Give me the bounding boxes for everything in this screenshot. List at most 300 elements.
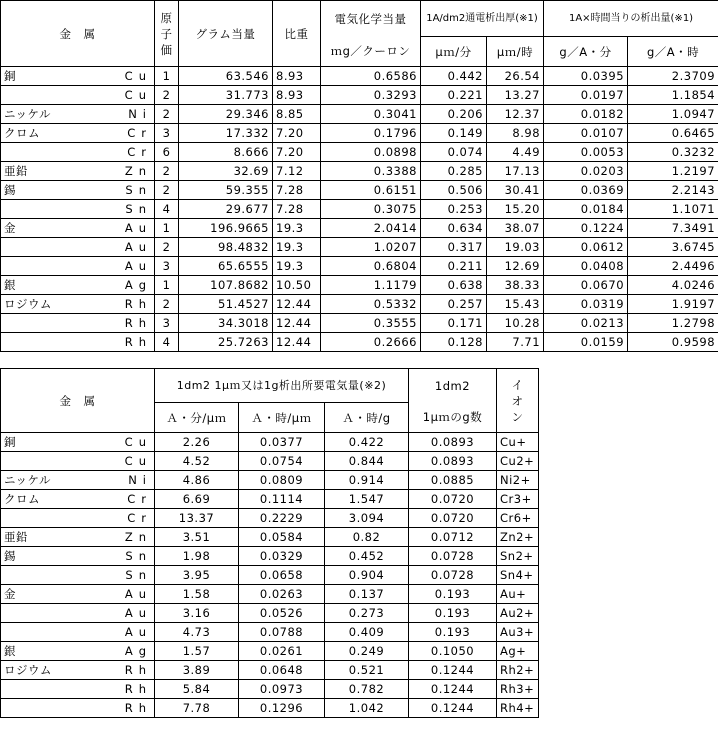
valence: 4 <box>155 333 179 352</box>
metal-name <box>1 143 83 162</box>
element-symbol: Ag <box>83 642 155 661</box>
a-hr-per-g-header: Ａ・時/g <box>325 403 409 433</box>
gram-equivalent: 29.677 <box>179 200 273 219</box>
a-hr-per-g: 0.249 <box>325 642 409 661</box>
deposit-g-per-a-min: 0.0159 <box>544 333 628 352</box>
element-symbol: Au <box>83 219 155 238</box>
grams-per-um: 0.193 <box>409 604 497 623</box>
gram-equivalent: 51.4527 <box>179 295 273 314</box>
required-electricity-group-header: 1dm2 1μｍ又は1g析出所要電気量(※2) <box>155 369 409 403</box>
a-hr-per-um: 0.1114 <box>239 490 325 509</box>
grams-per-um: 0.1244 <box>409 680 497 699</box>
specific-gravity-header: 比重 <box>273 1 321 67</box>
metal-header: 金 属 <box>1 1 155 67</box>
table-row <box>1 528 539 547</box>
element-symbol: Ni <box>83 471 155 490</box>
specific-gravity: 7.28 <box>273 200 321 219</box>
specific-gravity: 12.44 <box>273 295 321 314</box>
thickness-um-per-hr: 19.03 <box>487 238 544 257</box>
electrochemical-equivalent: 0.1796 <box>321 124 421 143</box>
table-row <box>1 219 718 238</box>
a-hr-per-g: 0.914 <box>325 471 409 490</box>
a-min-per-um-header: Ａ・分/μｍ <box>155 403 239 433</box>
specific-gravity: 7.20 <box>273 124 321 143</box>
deposit-g-per-a-hr: 1.1854 <box>628 86 718 105</box>
metal-name <box>1 238 83 257</box>
metal-name <box>1 257 83 276</box>
deposit-g-per-a-hr: 1.0947 <box>628 105 718 124</box>
metal-name: 金 <box>1 219 83 238</box>
thickness-um-per-hr: 13.27 <box>487 86 544 105</box>
thickness-um-per-hr: 30.41 <box>487 181 544 200</box>
thickness-um-per-min: 0.128 <box>421 333 487 352</box>
metal-name <box>1 314 83 333</box>
electrochemical-equivalent: 1.0207 <box>321 238 421 257</box>
electrochemical-equivalent-header: 電気化学当量 <box>321 1 421 37</box>
deposit-g-per-a-hr: 0.9598 <box>628 333 718 352</box>
a-hr-per-um: 0.2229 <box>239 509 325 528</box>
element-symbol: Ag <box>83 276 155 295</box>
valence: 2 <box>155 105 179 124</box>
deposit-g-per-a-min: 0.0319 <box>544 295 628 314</box>
ion-species: Cu+ <box>497 433 539 452</box>
dm2-header-top: 1dm2 <box>409 369 497 403</box>
a-hr-per-g: 3.094 <box>325 509 409 528</box>
a-hr-per-um: 0.1296 <box>239 699 325 718</box>
specific-gravity: 8.93 <box>273 86 321 105</box>
a-hr-per-g: 0.452 <box>325 547 409 566</box>
table-row <box>1 585 539 604</box>
table-row <box>1 86 718 105</box>
gram-equivalent: 25.7263 <box>179 333 273 352</box>
ion-species: Ni2+ <box>497 471 539 490</box>
electrochemical-equivalent: 2.0414 <box>321 219 421 238</box>
a-hr-per-g: 0.422 <box>325 433 409 452</box>
table-row <box>1 566 539 585</box>
thickness-um-per-hr: 38.07 <box>487 219 544 238</box>
specific-gravity: 12.44 <box>273 333 321 352</box>
thickness-um-per-min: 0.171 <box>421 314 487 333</box>
deposit-g-per-a-min: 0.0408 <box>544 257 628 276</box>
table-row <box>1 295 718 314</box>
element-symbol: Rh <box>83 699 155 718</box>
deposit-g-per-a-min: 0.0182 <box>544 105 628 124</box>
specific-gravity: 10.50 <box>273 276 321 295</box>
gram-equivalent: 107.8682 <box>179 276 273 295</box>
thickness-um-per-min: 0.206 <box>421 105 487 124</box>
element-symbol: Au <box>83 257 155 276</box>
deposit-g-per-a-hr: 2.4496 <box>628 257 718 276</box>
thickness-um-per-min: 0.257 <box>421 295 487 314</box>
element-symbol: Cu <box>83 452 155 471</box>
element-symbol: Rh <box>83 680 155 699</box>
a-hr-per-um: 0.0809 <box>239 471 325 490</box>
deposit-g-per-a-hr: 0.6465 <box>628 124 718 143</box>
table-row <box>1 490 539 509</box>
valence: 4 <box>155 200 179 219</box>
table-row <box>1 547 539 566</box>
grams-per-um: 0.0720 <box>409 490 497 509</box>
table-row <box>1 433 539 452</box>
a-hr-per-g: 0.137 <box>325 585 409 604</box>
deposit-g-per-a-min: 0.0369 <box>544 181 628 200</box>
ion-species: Cu2+ <box>497 452 539 471</box>
a-hr-per-g: 0.409 <box>325 623 409 642</box>
ion-species: Rh2+ <box>497 661 539 680</box>
electrochemical-unit-header: ｍg／クーロン <box>321 37 421 67</box>
deposit-g-per-a-hr: 3.6745 <box>628 238 718 257</box>
thickness-um-per-hr: 4.49 <box>487 143 544 162</box>
grams-per-um: 0.0720 <box>409 509 497 528</box>
a-hr-per-g: 0.844 <box>325 452 409 471</box>
a-hr-per-g: 0.82 <box>325 528 409 547</box>
thickness-um-per-hr: 15.43 <box>487 295 544 314</box>
grams-per-um: 0.1244 <box>409 699 497 718</box>
electrochemical-equivalent: 0.3555 <box>321 314 421 333</box>
gram-equivalent: 34.3018 <box>179 314 273 333</box>
deposit-g-per-a-min: 0.0213 <box>544 314 628 333</box>
valence: 1 <box>155 276 179 295</box>
a-min-per-um: 1.57 <box>155 642 239 661</box>
ion-species: Rh3+ <box>497 680 539 699</box>
deposit-g-per-a-hr: 0.3232 <box>628 143 718 162</box>
table-row <box>1 471 539 490</box>
ion-species: Sn2+ <box>497 547 539 566</box>
table-row <box>1 200 718 219</box>
a-hr-per-g: 0.782 <box>325 680 409 699</box>
element-symbol: Cu <box>83 86 155 105</box>
a-hr-per-um: 0.0788 <box>239 623 325 642</box>
table-row <box>1 238 718 257</box>
ion-species: Ag+ <box>497 642 539 661</box>
specific-gravity: 7.12 <box>273 162 321 181</box>
table-row <box>1 333 718 352</box>
deposit-g-per-a-hr: 1.2197 <box>628 162 718 181</box>
metal-name: 銅 <box>1 433 83 452</box>
table-row <box>1 680 539 699</box>
element-symbol: Rh <box>83 295 155 314</box>
grams-per-um: 0.0712 <box>409 528 497 547</box>
thickness-um-per-hr: 7.71 <box>487 333 544 352</box>
metal-name <box>1 200 83 219</box>
deposit-g-per-a-min: 0.1224 <box>544 219 628 238</box>
gram-equivalent: 59.355 <box>179 181 273 200</box>
table-row <box>1 642 539 661</box>
metal-name: クロム <box>1 490 83 509</box>
table-row <box>1 162 718 181</box>
deposit-g-per-a-hr: 1.2798 <box>628 314 718 333</box>
deposit-g-per-a-min: 0.0107 <box>544 124 628 143</box>
thickness-um-per-min: 0.211 <box>421 257 487 276</box>
deposit-g-per-a-min: 0.0184 <box>544 200 628 219</box>
valence: 6 <box>155 143 179 162</box>
table-row <box>1 143 718 162</box>
deposit-g-per-a-hr: 7.3491 <box>628 219 718 238</box>
thickness-um-per-min: 0.285 <box>421 162 487 181</box>
gram-equivalent: 8.666 <box>179 143 273 162</box>
a-hr-per-g: 1.547 <box>325 490 409 509</box>
table-row <box>1 509 539 528</box>
thickness-um-per-min: 0.634 <box>421 219 487 238</box>
grams-per-um: 0.0728 <box>409 547 497 566</box>
electrochemical-equivalent: 0.6151 <box>321 181 421 200</box>
metal-name: 錫 <box>1 181 83 200</box>
grams-per-um: 0.0893 <box>409 452 497 471</box>
metal-name: ロジウム <box>1 661 83 680</box>
deposit-g-per-a-min: 0.0670 <box>544 276 628 295</box>
valence: 3 <box>155 257 179 276</box>
element-symbol: Cr <box>83 124 155 143</box>
thickness-um-per-min: 0.074 <box>421 143 487 162</box>
electrochemical-equivalent: 0.2666 <box>321 333 421 352</box>
element-symbol: Sn <box>83 200 155 219</box>
gram-equivalent: 31.773 <box>179 86 273 105</box>
metal-name <box>1 699 83 718</box>
grams-per-um: 0.0893 <box>409 433 497 452</box>
specific-gravity: 8.85 <box>273 105 321 124</box>
metal-name <box>1 86 83 105</box>
deposit-g-per-a-min: 0.0203 <box>544 162 628 181</box>
grams-per-um: 0.1050 <box>409 642 497 661</box>
metal-name: 金 <box>1 585 83 604</box>
a-hr-per-um: 0.0526 <box>239 604 325 623</box>
thickness-um-per-hr: 15.20 <box>487 200 544 219</box>
electrochemical-equivalent: 0.3041 <box>321 105 421 124</box>
element-symbol: Au <box>83 623 155 642</box>
element-symbol: Sn <box>83 566 155 585</box>
thickness-um-per-hr: 12.37 <box>487 105 544 124</box>
element-symbol: Sn <box>83 547 155 566</box>
table-row <box>1 276 718 295</box>
metal-name <box>1 452 83 471</box>
gram-equivalent: 29.346 <box>179 105 273 124</box>
a-hr-per-um: 0.0658 <box>239 566 325 585</box>
ion-species: Au3+ <box>497 623 539 642</box>
thickness-um-per-min: 0.253 <box>421 200 487 219</box>
a-hr-per-um: 0.0263 <box>239 585 325 604</box>
electrochemical-equivalent: 0.6804 <box>321 257 421 276</box>
grams-per-um: 0.0728 <box>409 566 497 585</box>
table-row <box>1 699 539 718</box>
a-hr-per-um-header: Ａ・時/μｍ <box>239 403 325 433</box>
electrochemical-equivalent: 0.3075 <box>321 200 421 219</box>
specific-gravity: 7.20 <box>273 143 321 162</box>
thickness-um-per-min: 0.506 <box>421 181 487 200</box>
gram-equivalent-header: グラム当量 <box>179 1 273 67</box>
element-symbol: Au <box>83 604 155 623</box>
specific-gravity: 19.3 <box>273 238 321 257</box>
deposit-g-per-a-min: 0.0197 <box>544 86 628 105</box>
deposit-g-per-a-hr: 2.2143 <box>628 181 718 200</box>
um-per-min-header: μｍ/分 <box>421 37 487 67</box>
a-hr-per-g: 0.273 <box>325 604 409 623</box>
valence: 2 <box>155 181 179 200</box>
a-hr-per-um: 0.0329 <box>239 547 325 566</box>
element-symbol: Sn <box>83 181 155 200</box>
table-row <box>1 257 718 276</box>
valence: 2 <box>155 295 179 314</box>
element-symbol: Cu <box>83 67 155 86</box>
a-hr-per-um: 0.0754 <box>239 452 325 471</box>
ion-species: Cr6+ <box>497 509 539 528</box>
thickness-um-per-min: 0.317 <box>421 238 487 257</box>
metal-name <box>1 680 83 699</box>
deposit-g-per-a-min: 0.0612 <box>544 238 628 257</box>
specific-gravity: 19.3 <box>273 219 321 238</box>
a-hr-per-g: 0.521 <box>325 661 409 680</box>
a-min-per-um: 3.89 <box>155 661 239 680</box>
thickness-um-per-min: 0.221 <box>421 86 487 105</box>
grams-per-um-header: 1μｍのg数 <box>409 403 497 433</box>
a-min-per-um: 4.52 <box>155 452 239 471</box>
electrochemical-equivalent: 0.5332 <box>321 295 421 314</box>
valence: 3 <box>155 314 179 333</box>
electrochemical-equivalent: 0.6586 <box>321 67 421 86</box>
valence: 2 <box>155 238 179 257</box>
deposit-g-per-a-hr: 1.1071 <box>628 200 718 219</box>
valence: 2 <box>155 86 179 105</box>
metal-name: 銅 <box>1 67 83 86</box>
thickness-um-per-min: 0.442 <box>421 67 487 86</box>
metal-header-2: 金 属 <box>1 369 155 433</box>
grams-per-um: 0.193 <box>409 623 497 642</box>
gram-equivalent: 196.9665 <box>179 219 273 238</box>
metal-name <box>1 509 83 528</box>
thickness-group-header: 1A/dm2通電析出厚(※1) <box>421 1 544 37</box>
table-row <box>1 314 718 333</box>
thickness-um-per-hr: 38.33 <box>487 276 544 295</box>
deposit-g-per-a-hr: 4.0246 <box>628 276 718 295</box>
a-min-per-um: 5.84 <box>155 680 239 699</box>
a-hr-per-um: 0.0973 <box>239 680 325 699</box>
a-hr-per-g: 1.042 <box>325 699 409 718</box>
table-row <box>1 105 718 124</box>
metal-name: ロジウム <box>1 295 83 314</box>
ion-header: イ オ ン <box>497 369 539 433</box>
a-min-per-um: 1.58 <box>155 585 239 604</box>
metal-name: 亜鉛 <box>1 162 83 181</box>
um-per-hr-header: μｍ/時 <box>487 37 544 67</box>
a-min-per-um: 3.16 <box>155 604 239 623</box>
a-min-per-um: 7.78 <box>155 699 239 718</box>
specific-gravity: 12.44 <box>273 314 321 333</box>
electrochemical-equivalent: 0.3293 <box>321 86 421 105</box>
a-hr-per-um: 0.0648 <box>239 661 325 680</box>
a-hr-per-um: 0.0584 <box>239 528 325 547</box>
table-row <box>1 124 718 143</box>
valence-header: 原 子 価 <box>155 1 179 67</box>
valence: 2 <box>155 162 179 181</box>
a-min-per-um: 3.51 <box>155 528 239 547</box>
a-min-per-um: 2.26 <box>155 433 239 452</box>
element-symbol: Cr <box>83 143 155 162</box>
specific-gravity: 7.28 <box>273 181 321 200</box>
specific-gravity: 8.93 <box>273 67 321 86</box>
deposit-g-per-a-min: 0.0395 <box>544 67 628 86</box>
a-min-per-um: 13.37 <box>155 509 239 528</box>
ion-species: Zn2+ <box>497 528 539 547</box>
thickness-um-per-hr: 17.13 <box>487 162 544 181</box>
ion-species: Cr3+ <box>497 490 539 509</box>
a-min-per-um: 6.69 <box>155 490 239 509</box>
gram-equivalent: 32.69 <box>179 162 273 181</box>
deposit-group-header: 1A×時間当りの析出量(※1) <box>544 1 718 37</box>
g-per-a-hr-header: g／A・時 <box>628 37 718 67</box>
thickness-um-per-hr: 12.69 <box>487 257 544 276</box>
valence: 1 <box>155 219 179 238</box>
gram-equivalent: 98.4832 <box>179 238 273 257</box>
a-hr-per-um: 0.0377 <box>239 433 325 452</box>
table-row <box>1 623 539 642</box>
a-min-per-um: 4.73 <box>155 623 239 642</box>
metal-name: 銀 <box>1 276 83 295</box>
metal-name: 銀 <box>1 642 83 661</box>
element-symbol: Rh <box>83 333 155 352</box>
element-symbol: Cr <box>83 509 155 528</box>
metal-name <box>1 623 83 642</box>
deposit-g-per-a-hr: 2.3709 <box>628 67 718 86</box>
metal-name: 亜鉛 <box>1 528 83 547</box>
grams-per-um: 0.0885 <box>409 471 497 490</box>
g-per-a-min-header: g／A・分 <box>544 37 628 67</box>
thickness-um-per-min: 0.638 <box>421 276 487 295</box>
thickness-um-per-hr: 26.54 <box>487 67 544 86</box>
table-row <box>1 181 718 200</box>
deposit-g-per-a-hr: 1.9197 <box>628 295 718 314</box>
metal-name <box>1 566 83 585</box>
ion-species: Au+ <box>497 585 539 604</box>
metal-name: クロム <box>1 124 83 143</box>
grams-per-um: 0.1244 <box>409 661 497 680</box>
element-symbol: Rh <box>83 661 155 680</box>
valence: 1 <box>155 67 179 86</box>
metal-name: 錫 <box>1 547 83 566</box>
electrochemical-equivalent: 1.1179 <box>321 276 421 295</box>
element-symbol: Au <box>83 238 155 257</box>
element-symbol: Cr <box>83 490 155 509</box>
metal-name: ニッケル <box>1 471 83 490</box>
element-symbol: Ni <box>83 105 155 124</box>
thickness-um-per-min: 0.149 <box>421 124 487 143</box>
gram-equivalent: 63.546 <box>179 67 273 86</box>
specific-gravity: 19.3 <box>273 257 321 276</box>
grams-per-um: 0.193 <box>409 585 497 604</box>
table-row <box>1 661 539 680</box>
element-symbol: Zn <box>83 162 155 181</box>
table-row <box>1 67 718 86</box>
a-min-per-um: 4.86 <box>155 471 239 490</box>
electrochemical-equivalent: 0.0898 <box>321 143 421 162</box>
a-min-per-um: 1.98 <box>155 547 239 566</box>
electrochemical-equivalent: 0.3388 <box>321 162 421 181</box>
electroplating-table-main <box>0 0 718 352</box>
ion-species: Rh4+ <box>497 699 539 718</box>
deposit-g-per-a-min: 0.0053 <box>544 143 628 162</box>
a-hr-per-g: 0.904 <box>325 566 409 585</box>
element-symbol: Zn <box>83 528 155 547</box>
metal-name <box>1 604 83 623</box>
metal-name: ニッケル <box>1 105 83 124</box>
gram-equivalent: 65.6555 <box>179 257 273 276</box>
element-symbol: Rh <box>83 314 155 333</box>
gram-equivalent: 17.332 <box>179 124 273 143</box>
ion-species: Au2+ <box>497 604 539 623</box>
table-row <box>1 604 539 623</box>
thickness-um-per-hr: 10.28 <box>487 314 544 333</box>
valence: 3 <box>155 124 179 143</box>
element-symbol: Au <box>83 585 155 604</box>
ion-species: Sn4+ <box>497 566 539 585</box>
